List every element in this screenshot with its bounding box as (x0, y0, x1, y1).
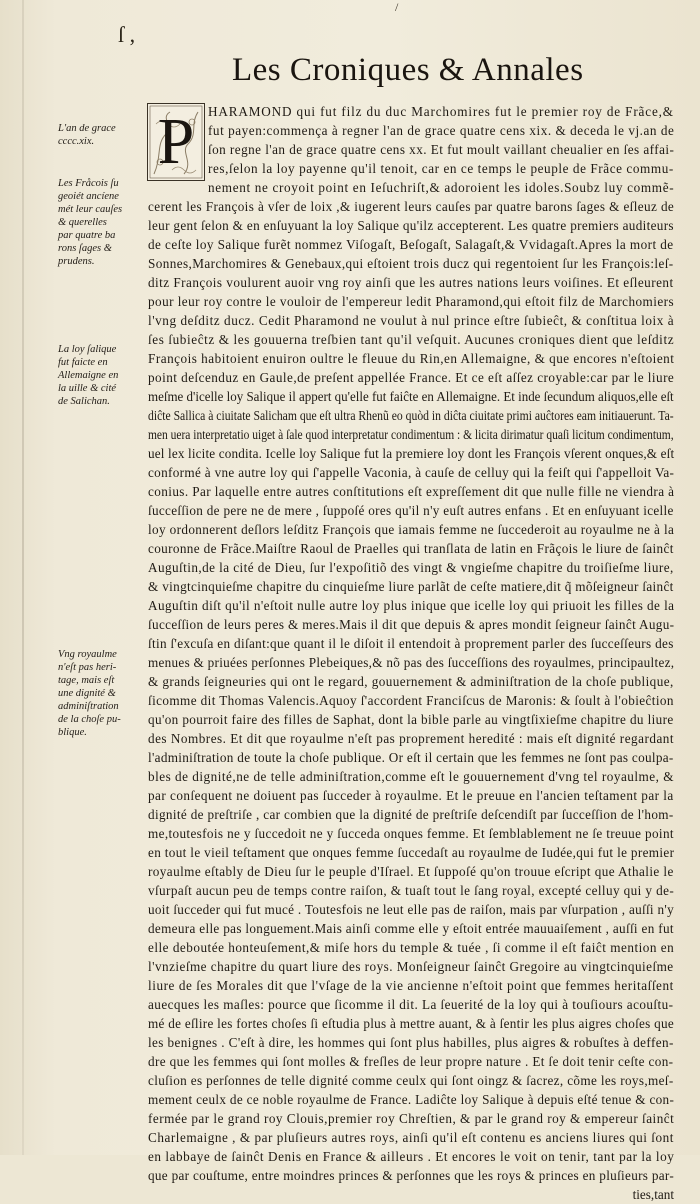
body-line: HARAMOND qui fut filz du duc Marchomires fut le premier roy de Frãce,& (208, 104, 674, 119)
margin-note-line: prudens. (58, 256, 95, 267)
body-line: meſme d'icelle loy Salique il appert qu'elle fut faiĉte en Allemaigne. Et inde ſecundum aliquos,elle eſt (148, 389, 674, 404)
margin-note-line: Les Fråcois ſu (58, 178, 119, 189)
body-line: fut payen:commença à regner l'an de grace quatre cens xix. & deceda le vj.an de (208, 123, 675, 138)
margin-note-line: une dignité & (58, 688, 116, 699)
body-line: Charlemaigne , & par pluſieurs autres roys, ainſi qu'il eſt contenu es anciens liures qui ſont (148, 1130, 674, 1145)
body-line: point deſcenduz en Gaule,de preſent appellée France. Et ce eſt aſſez croyable:car par le liure (148, 370, 675, 385)
body-line: mement ceulx de ce noble royaulme de France. Ladiĉte loy Salique à depuis eſté tenue & con- (148, 1092, 675, 1107)
margin-note (58, 122, 146, 148)
body-line: ſtin ſ'excuſa en diſant:que quant il le diſoit il entendoit à proprement parler des ſucceſſeurs des (148, 636, 674, 651)
body-line: nement ne croyoit point en Ieſuchriſt,& adoroient les idoles.Soubz luy commẽ- (208, 180, 675, 195)
body-line: uel lex licite condita. Icelle loy Salique fut la premiere loy dont les François vſerent onques,& eſt (148, 446, 675, 461)
margin-note-line: L'an de grace (58, 123, 116, 134)
body-line: diĉte Sallica à ciuitate Salicham que eſt ultra Rhenũ eo quòd in diĉta ciuitate primi auĉtores eam initiauerunt. Ta- (148, 408, 674, 423)
decorated-initial (147, 103, 205, 181)
body-line: loy ordonnerent deſlors leſditz François que iamais femme ne ſuccederoit au royaulme ne à la (148, 522, 675, 537)
body-line: conius. Par laquelle entre autres conſtitutions eſt expreſſement dit que nulle fille ne viendra à (148, 484, 675, 499)
page-mark-top-right: / (395, 0, 399, 14)
body-line: des Nombres. Et dit que royaulme n'eſt pas proprement heredité : mais eſt dignité regardant (148, 731, 675, 746)
body-line: ſucceſſion de pere ne de mere , ſuppoſé ores qu'il n'y euſt autres enfans . Et en enſuyuant icelle (148, 503, 674, 518)
body-line: liure de ſes Morales dit que l'vſage de la vie ancienne n'eſtoit point que femmes heritaſſent (148, 978, 674, 993)
body-line: fermée par le grand roy Clouis,premier roy Chreſtien, & par le grand roy & empereur ſainĉt (148, 1111, 675, 1126)
body-line: vſurpaſt aucun peu de temps contre raiſon, & tuaſt tout le ſang royal, excepté celluy qui y de- (148, 883, 675, 898)
body-line: l'adminiſtration de toute la choſe publique. Or eſt il certain que les femmes ne ſont pas coulpa- (148, 750, 674, 765)
margin-note-line: rons ſages & (58, 243, 112, 254)
margin-note-line: & querelles (58, 217, 107, 228)
margin-note-line: n'eſt pas heri- (58, 662, 117, 673)
body-line: auecques les maſles: pource que ſicomme il dit. La ſeuerité de la loy qui à touſiours acouſtu- (148, 997, 674, 1012)
body-line: Auguſtin,de la cité de Dieu, ſur l'expoſitiõ des vingt & vngieſme chapitre du troiſieſme liure, (148, 560, 674, 575)
margin-note-line: de la choſe pu- (58, 714, 121, 725)
margin-note-line: Allemaigne en (58, 370, 119, 381)
margin-note-line: Vng royaulme (58, 649, 117, 660)
margin-note-line: geoiét ancíene (58, 191, 119, 202)
margin-note-line: fut faicte en (58, 357, 108, 368)
body-line: demeura elle pas longuement.Mais ainſi comme elle y eſtoit entrée mauuaiſement , auſſi en fut (148, 921, 674, 936)
margin-note-line: blique. (58, 727, 87, 738)
body-line: Auguſtin diſt qu'il n'eſtoit nulle autre loy plus inique que icelle loy qui priuoit les filles de la (148, 598, 675, 613)
body-line: menues & priuées perſonnes Plebeiques,& nõ pas des ſucceſſions des royaulmes, principaultez, (148, 655, 675, 670)
body-line: qu'on pourroit faire des filles de Saphat, dont la bible parle au vingtſixieſme chapitre du liure (148, 712, 674, 727)
margin-note-line: de Salichan. (58, 396, 110, 407)
margin-note-line: adminiſtration (58, 701, 119, 712)
body-line: par conſequent ne doiuent pas ſucceder à royaulme. Et le preuue en l'ancien teſtament par la (148, 788, 674, 803)
body-line: l'vnzieſme chapitre du quart liure des roys. Monſeigneur ſainĉt Gregoire au vingtcinquieſme (148, 959, 674, 974)
body-line: les benignes . C'eſt à dire, les hommes qui ſont plus habilles, plus aigres & robuſtes à deffen- (148, 1035, 674, 1050)
body-line: que par couſtume, entre moindres princes & perſonnes que les roys & princes en pluſieurs par- (148, 1168, 675, 1183)
body-line: François habitoient enuiron oultre le fleuue du Rin,en Allemaigne, & que encores n'eſtoient (148, 351, 675, 366)
body-line: de ceſte loy Salique furẽt nommez Viſogaſt, Beſogaſt, Salagaſt,& Vvidagaſt.Apres la mort de (148, 237, 674, 252)
body-line: ſes ſubieĉtz & les gouuerna treſbien tant qu'il veſquit. Aucunes croniques dient que leſditz (148, 332, 675, 347)
body-line: Sonnes,Marchomires & Genebaux,qui eſtoient trois ducz qui regentoient ſur les François:leſ- (148, 256, 674, 271)
margin-note-line: La loy ſalique (58, 344, 117, 355)
body-line: res,ſelon la loy payenne qu'il tenoit, car en ce temps le peuple de Frãce commu- (208, 161, 674, 176)
body-line: ties,tant (632, 1187, 674, 1202)
body-line: en labbaye de ſainĉt Denis en France & ailleurs . Et encores le voit on tenir, tant par la loy (148, 1149, 675, 1164)
body-line: royaulme eſtably de Dieu ſur le peuple d'Iſrael. Et ſuppoſé qu'on trouue eſcript que Athalie le (148, 864, 674, 879)
margin-note (58, 177, 146, 268)
body-line: ditz François voulurent auoir vng roy ainſi que les autres nations leurs voiſines. Et eſleurent (148, 275, 674, 290)
body-line: ſucceſſion de leurs peres & meres.Mais il dit que depuis & apres mondit ſeigneur ſainĉt Augu- (148, 617, 675, 632)
body-line: me,toutesfois ne y ſuccedoit ne y ſucceda onques femme. Et ſemblablement ne ſe treuue point (148, 826, 674, 841)
running-title: Les Croniques & Annales (232, 52, 584, 88)
margin-note-line: mét leur cauſes (58, 204, 123, 215)
body-line: cluſion es perſonnes de telle dignité comme ceulx qui ſont oingz & ſacrez, cõme les roys,meſ- (148, 1073, 674, 1088)
body-line: dre que les femmes qui ſont molles & freſles de leur propre nature . Et ſe doit tenir ceſte con- (148, 1054, 674, 1069)
page-mark-top-left: ſ , (118, 22, 136, 47)
body-line: ſicomme dit Thomas Valencis.Aquoy ſ'accordent Franciſcus de Maronis: & ſoult à l'obieĉtion (148, 693, 674, 708)
margin-note (58, 648, 146, 739)
body-line: cerent les François à vſer de loix ,& iugerent leurs cauſes par quatre barons ſages & eſleuz de (148, 199, 675, 214)
body-line: uoit ſucceder qui fut mucé . Toutesfois ne leut elle pas de raiſon, mais par vſurpation , auſſi n'y (148, 902, 674, 917)
body-line: leur gent ſelon & en enſuyuant la loy Salique qu'ilz accepterent. Les quatre premiers auditeurs (148, 218, 674, 233)
body-line: couronne de Frãce.Maiſtre Raoul de Praelles qui tranſlata de latin en Frãçois le liure de ſainĉt (148, 541, 674, 556)
initial-letter: P (157, 105, 195, 178)
body-line: & vingtcinquieſme chapitre du cinquieſme liure parlãt de ceſte matiere,dit q̃ mõſeigneur ſainĉt (148, 579, 674, 594)
body-line: dignité de preſtriſe , car combien que la dignité de preſtriſe deſcendiſt par ſucceſſion de l'hom- (148, 807, 674, 822)
margin-note-line: tage, mais eſt (58, 675, 115, 686)
margin-note-line: cccc.xix. (58, 136, 95, 147)
margin-note (58, 343, 146, 408)
body-line: elle deboutée honteuſement,& miſe hors du temple & tuée , ſi comme il eſt faiĉt mention en (148, 940, 675, 955)
body-line: l'vng deſditz ducz. Cedit Pharamond ne voulut à nul prince eſtre ſubieĉt, & conſtitua loix à (148, 313, 675, 328)
body-line: ſon regne l'an de grace quatre cens xx. Et fut moult vaillant cheualier en ſes affai- (208, 142, 675, 157)
margin-note-line: par quatre ba (58, 230, 116, 241)
body-line: conformé à vne autre loy qui ſ'appelle Vaconia, à cauſe de celluy qui la feiſt qui ſ'appelloit Va- (148, 465, 675, 480)
page-gutter-shadow (22, 0, 24, 1155)
body-line: pour leur roy contre le vouloir de l'empereur ledit Pharamond,qui eſtoit filz de Marchomiers (148, 294, 675, 309)
body-line: mé de eſlire les fortes choſes ſi eſtudia plus à mettre auant, & à ſentir les plus aigres choſes que (148, 1016, 675, 1031)
body-line: en tout le vieil teſtament que onques femme ſuccedaſt au royaulme de Iudée,qui fut le premier (148, 845, 675, 860)
margin-note-line: la uille & cité (58, 383, 117, 394)
body-line: men uera interpretatio uiget à ſale quod interpretatur condimentum : & licita dirimatur quaſi licitum condimentum, (148, 427, 674, 442)
body-line: bles de dignité,ne de telle adminiſtration,comme eſt le gouuernement d'vng tel royaulme, & (148, 769, 675, 784)
body-line: & grands ſeigneuries qui ont le regard, gouuernement & adminiſtration de la choſe publique, (148, 674, 674, 689)
